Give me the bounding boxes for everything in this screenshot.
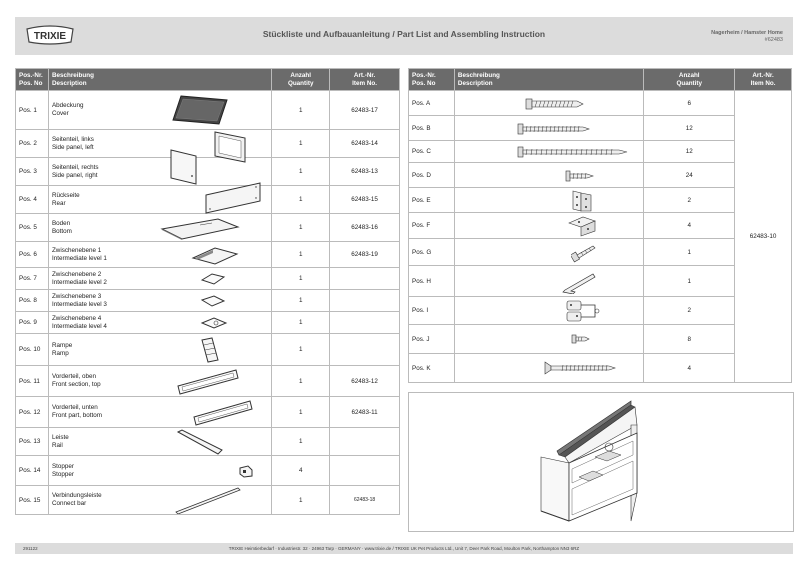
screw-b-icon [517,123,591,135]
shared-item-no: 62483-10 [735,91,792,383]
table-row: Pos. 2 Seitenteil, links Side panel, left 1 62483-14 [16,130,400,158]
table-row: Pos. E 2 [409,188,792,213]
intermediate-level-3-illustration [200,293,226,309]
page-footer [15,543,793,554]
col-pos: Pos.-Nr. Pos. No [409,69,455,91]
table-row: Pos. I 2 [409,297,792,325]
intermediate-level-2-illustration [200,271,226,287]
product-name: Nagerheim / Hamster Home [711,30,783,36]
screw-d-icon [565,170,595,182]
table-row: Pos. 9 Zwischenebene 4 Intermediate level 4 1 [16,312,400,334]
table-row: Pos. 1 Abdeckung Cover 1 62483-17 [16,91,400,130]
screw-a-icon [525,98,585,110]
table-row: Pos. H 1 [409,266,792,297]
col-item-no: Art.-Nr. Item No. [735,69,792,91]
connect-bar-illustration [174,486,242,514]
assembled-product-figure [408,392,794,532]
left-parts-table [15,68,400,515]
page-title: Stückliste und Aufbauanleitung / Part List and Assembling Instruction [262,29,546,39]
table-row: Pos. 7 Zwischenebene 2 Intermediate level 2 1 [16,268,400,290]
table-row: Pos. 4 Rückseite Rear 1 62483-15 [16,186,400,214]
page-header [15,17,793,55]
ramp-illustration [198,336,222,364]
stopper-illustration [238,464,254,478]
intermediate-level-1-illustration [191,244,239,266]
table-row: Pos. F 4 [409,213,792,239]
rail-illustration [176,428,226,456]
hamster-home-illustration [409,393,793,531]
document-code: 291122 [23,546,38,551]
hinge-icon [571,189,593,213]
angle-bracket-icon [567,215,597,237]
table-row: Pos. 14 Stopper Stopper 4 [16,456,400,486]
col-description: Beschreibung Description [454,69,643,91]
screw-j-icon [571,334,591,344]
table-row: Pos. 5 Boden Bottom 1 62483-16 [16,214,400,242]
right-table-header [409,69,792,91]
col-item-no: Art.-Nr. Item No. [330,69,400,91]
table-row: Pos. 11 Vorderteil, oben Front section, top 1 62483-12 [16,366,400,397]
screw-g-icon [571,243,597,263]
table-row: Pos. 3 Seitenteil, rechts Side panel, right 1 62483-13 [16,158,400,186]
svg-text:TRIXIE: TRIXIE [33,31,67,42]
allen-key-icon [561,270,601,294]
col-quantity: Anzahl Quantity [272,69,330,91]
left-table-header [16,69,400,91]
front-part-bottom-illustration [192,399,256,427]
table-row: Pos. B 12 [409,116,792,141]
table-row: Pos. 6 Zwischenebene 1 Intermediate level 1 1 62483-19 [16,242,400,268]
screw-k-icon [543,361,617,375]
rear-panel-illustration [204,181,264,215]
table-row: Pos. 13 Leiste Rail 1 [16,428,400,456]
table-row: Pos. K 4 [409,354,792,383]
cover-illustration [171,94,231,126]
table-row: Pos. 12 Vorderteil, unten Front part, bottom 1 62483-11 [16,397,400,428]
table-row: Pos. G 1 [409,239,792,266]
right-parts-table [408,68,792,383]
side-panel-right-illustration [168,146,204,186]
latch-icon [565,299,601,323]
table-row: Pos. 10 Rampe Ramp 1 [16,334,400,366]
table-row: Pos. C 12 [409,141,792,163]
front-section-top-illustration [176,368,240,396]
product-info [711,30,783,44]
bottom-panel-illustration [160,217,242,241]
table-row: Pos. D 24 [409,163,792,188]
table-row: Pos. 8 Zwischenebene 3 Intermediate level 3 1 [16,290,400,312]
col-description: Beschreibung Description [48,69,271,91]
footer-address: TRIXIE Heimtierbedarf · Industriestr. 32 · 24963 Tarp · GERMANY · www.trixie.de / TRIXIE UK Pet Products Ltd., Unit 7, Deer Park Road, Moulton Park, Northampton NN3 6RZ [228,546,580,551]
col-pos: Pos.-Nr. Pos. No [16,69,49,91]
col-quantity: Anzahl Quantity [644,69,735,91]
screw-c-icon [517,146,629,158]
product-number: #62483 [764,37,783,43]
intermediate-level-4-illustration [200,315,228,331]
table-row: Pos. 15 Verbindungsleiste Connect bar 1 62483-18 [16,486,400,515]
table-row: Pos. J 8 [409,325,792,354]
table-row: Pos. A 6 62483-10 [409,91,792,116]
